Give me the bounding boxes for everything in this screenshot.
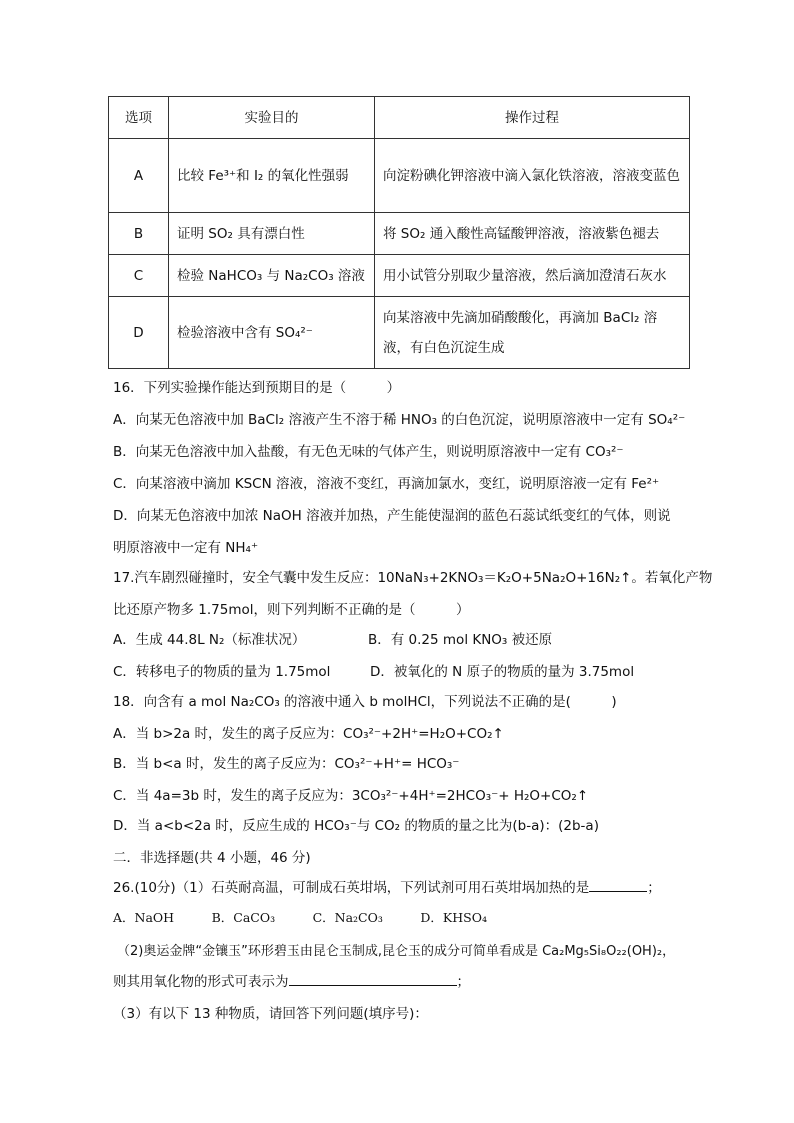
options-table xyxy=(108,96,690,369)
q16-option-c: C．向某溶液中滴加 KSCN 溶液，溶液不变红，再滴加氯水，变红，说明原溶液一定有 Fe²⁺ xyxy=(113,476,660,492)
row-option: D xyxy=(109,297,169,369)
q26-part2-end: ； xyxy=(456,974,470,990)
table-row xyxy=(109,213,690,255)
header-option: 选项 xyxy=(109,97,169,139)
q26-part1-options: A．NaOH B．CaCO₃ C．Na₂CO₃ D．KHSO₄ xyxy=(113,910,487,925)
table-row xyxy=(109,297,690,369)
row-operation: 用小试管分别取少量溶液，然后滴加澄清石灰水 xyxy=(375,255,690,297)
q18-option-b: B．当 b<a 时，发生的离子反应为：CO₃²⁻+H⁺= HCO₃⁻ xyxy=(113,756,460,772)
row-purpose: 检验 NaHCO₃ 与 Na₂CO₃ 溶液 xyxy=(169,255,375,297)
q26-part2-line2 xyxy=(113,970,470,990)
row-purpose: 比较 Fe³⁺和 I₂ 的氧化性强弱 xyxy=(169,139,375,213)
q16-option-b: B．向某无色溶液中加入盐酸，有无色无味的气体产生，则说明原溶液中一定有 CO₃²⁻ xyxy=(113,444,624,460)
q17-option-a: A．生成 44.8L N₂（标准状况） xyxy=(113,632,306,648)
table-row xyxy=(109,139,690,213)
answer-blank xyxy=(289,971,457,986)
q26-part1 xyxy=(113,876,661,896)
q18-option-a: A．当 b>2a 时，发生的离子反应为：CO₃²⁻+2H⁺=H₂O+CO₂↑ xyxy=(113,726,504,742)
q26-part1-text: 26.(10分)（1）石英耐高温，可制成石英坩埚，下列试剂可用石英坩埚加热的是 xyxy=(113,880,590,896)
q26-part1-end: ； xyxy=(647,880,661,896)
q16-stem: 16．下列实验操作能达到预期目的是（ ） xyxy=(113,380,401,396)
q16-option-a: A．向某无色溶液中加 BaCl₂ 溶液产生不溶于稀 HNO₃ 的白色沉淀，说明原溶液中一定有 SO₄²⁻ xyxy=(113,412,686,428)
row-operation: 向某溶液中先滴加硝酸酸化，再滴加 BaCl₂ 溶液，有白色沉淀生成 xyxy=(375,297,690,369)
row-operation: 将 SO₂ 通入酸性高锰酸钾溶液，溶液紫色褪去 xyxy=(375,213,690,255)
q18-option-d: D．当 a<b<2a 时，反应生成的 HCO₃⁻与 CO₂ 的物质的量之比为(b-a)：(2b-a) xyxy=(113,818,599,834)
row-option: A xyxy=(109,139,169,213)
q16-option-d-line2: 明原溶液中一定有 NH₄⁺ xyxy=(113,540,259,556)
q26-part2-line1: （2)奥运金牌“金镶玉”环形碧玉由昆仑玉制成,昆仑玉的成分可简单看成是 Ca₂Mg₅Si₈O₂₂(OH)₂， xyxy=(117,944,676,959)
table-header-row xyxy=(109,97,690,139)
q18-option-c: C．当 4a=3b 时，发生的离子反应为：3CO₃²⁻+4H⁺=2HCO₃⁻+ H₂O+CO₂↑ xyxy=(113,788,589,804)
row-option: B xyxy=(109,213,169,255)
q17-option-d: D．被氧化的 N 原子的物质的量为 3.75mol xyxy=(370,664,635,680)
answer-blank xyxy=(589,877,647,892)
q17-stem-line2: 比还原产物多 1.75mol，则下列判断不正确的是（ ） xyxy=(113,602,470,618)
section-2-heading: 二．非选择题(共 4 小题，46 分) xyxy=(113,850,311,866)
row-purpose: 证明 SO₂ 具有漂白性 xyxy=(169,213,375,255)
q26-part3: （3）有以下 13 种物质，请回答下列问题(填序号)： xyxy=(113,1006,428,1022)
q26-part2-text: 则其用氧化物的形式可表示为 xyxy=(113,974,289,990)
row-purpose: 检验溶液中含有 SO₄²⁻ xyxy=(169,297,375,369)
q17-stem-line1: 17.汽车剧烈碰撞时，安全气囊中发生反应：10NaN₃+2KNO₃＝K₂O+5Na₂O+16N₂↑。若氧化产物 xyxy=(113,570,713,586)
q16-option-d-line1: D．向某无色溶液中加浓 NaOH 溶液并加热，产生能使湿润的蓝色石蕊试纸变红的气体，则说 xyxy=(113,508,671,524)
q17-option-b: B．有 0.25 mol KNO₃ 被还原 xyxy=(368,632,553,648)
header-operation: 操作过程 xyxy=(375,97,690,139)
row-operation: 向淀粉碘化钾溶液中滴入氯化铁溶液，溶液变蓝色 xyxy=(375,139,690,213)
q18-stem: 18．向含有 a mol Na₂CO₃ 的溶液中通入 b molHCl，下列说法不正确的是( ) xyxy=(113,694,617,710)
table-row xyxy=(109,255,690,297)
row-option: C xyxy=(109,255,169,297)
header-purpose: 实验目的 xyxy=(169,97,375,139)
q17-option-c: C．转移电子的物质的量为 1.75mol xyxy=(113,664,331,680)
